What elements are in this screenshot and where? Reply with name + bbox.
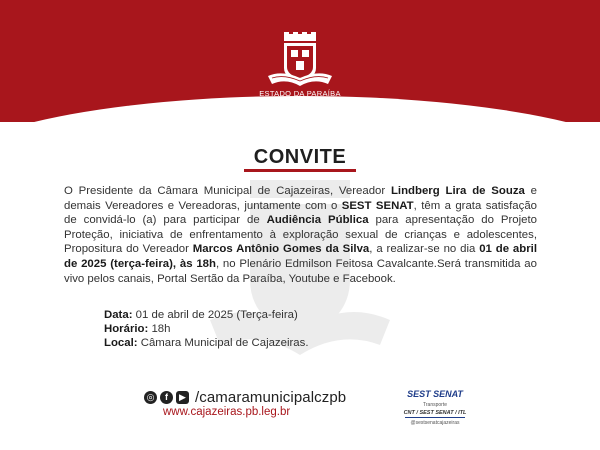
date-value: 01 de abril de 2025 (Terça-feira) — [132, 309, 298, 321]
city-coat-of-arms-icon — [262, 32, 338, 90]
president-name: Lindberg Lira de Souza — [390, 185, 525, 197]
sest-chain-text: CNT / SEST SENAT / ITL — [403, 410, 467, 416]
sest-senat-handle: @sestsenatcajazeiras — [410, 420, 460, 426]
page-title: CONVITE — [244, 146, 356, 172]
place-label: Local: — [104, 336, 138, 349]
detail-date — [104, 309, 308, 323]
instagram-icon[interactable]: ◎ — [144, 391, 157, 404]
body-text-4: para apresentação do Projeto Proteção, iniciativa de enfrentamento à exploração sexual de crianças e adolescentes, Propositura do Vereador — [64, 214, 537, 256]
body-text-1: O Presidente da Câmara Municipal de Cajazeiras, Vereador — [64, 185, 391, 197]
facebook-icon[interactable]: f — [160, 391, 173, 404]
social-links — [144, 389, 346, 405]
detail-place — [104, 337, 308, 351]
org-house: CASA OTACÍLIO JUREMA — [243, 105, 357, 115]
sest-senat-logo: SEST SENAT — [407, 389, 463, 399]
org-name: SEST SENAT — [341, 199, 414, 212]
sest-chain-divider — [405, 417, 465, 418]
proposer-name: Marcos Antônio Gomes da Silva — [192, 243, 370, 256]
place-value: Câmara Municipal de Cajazeiras. — [137, 336, 309, 349]
event-details — [104, 309, 308, 350]
time-value: 18h — [148, 322, 171, 335]
detail-time — [104, 323, 308, 337]
website-link[interactable]: www.cajazeiras.pb.leg.br — [163, 406, 291, 418]
body-text-6: , no Plenário Edmilson Feitosa Cavalcante.Será transmitida ao vivo pelos canais, Portal Sertão da Paraíba, Youtube e Facebook. — [64, 257, 537, 285]
title-wrapper — [0, 146, 600, 172]
body-text-3: , têm a grata satisfação de convidá-lo (a) para participar de — [64, 199, 537, 227]
event-name: Audiência Pública — [266, 214, 369, 227]
body-text-5: , a realizar-se no dia — [369, 243, 480, 256]
sest-senat-subtitle: Transporte — [423, 402, 447, 408]
youtube-icon[interactable]: ▶ — [176, 391, 189, 404]
social-handle[interactable]: /camaramunicipalczpb — [195, 388, 347, 406]
org-chamber: CÂMARA MUNICIPAL DE CAJAZEIRAS — [228, 97, 372, 106]
body-text-2: e demais Vereadores e Vereadoras, juntamente com o — [64, 185, 538, 212]
org-state: ESTADO DA PARAÍBA — [259, 89, 341, 98]
date-label: Data: — [104, 309, 133, 321]
sest-senat-chain — [385, 410, 485, 418]
time-label: Horário: — [104, 322, 149, 335]
invitation-paragraph — [64, 184, 537, 286]
event-datetime: 01 de abril de 2025 (terça-feira), às 18h — [64, 243, 537, 270]
